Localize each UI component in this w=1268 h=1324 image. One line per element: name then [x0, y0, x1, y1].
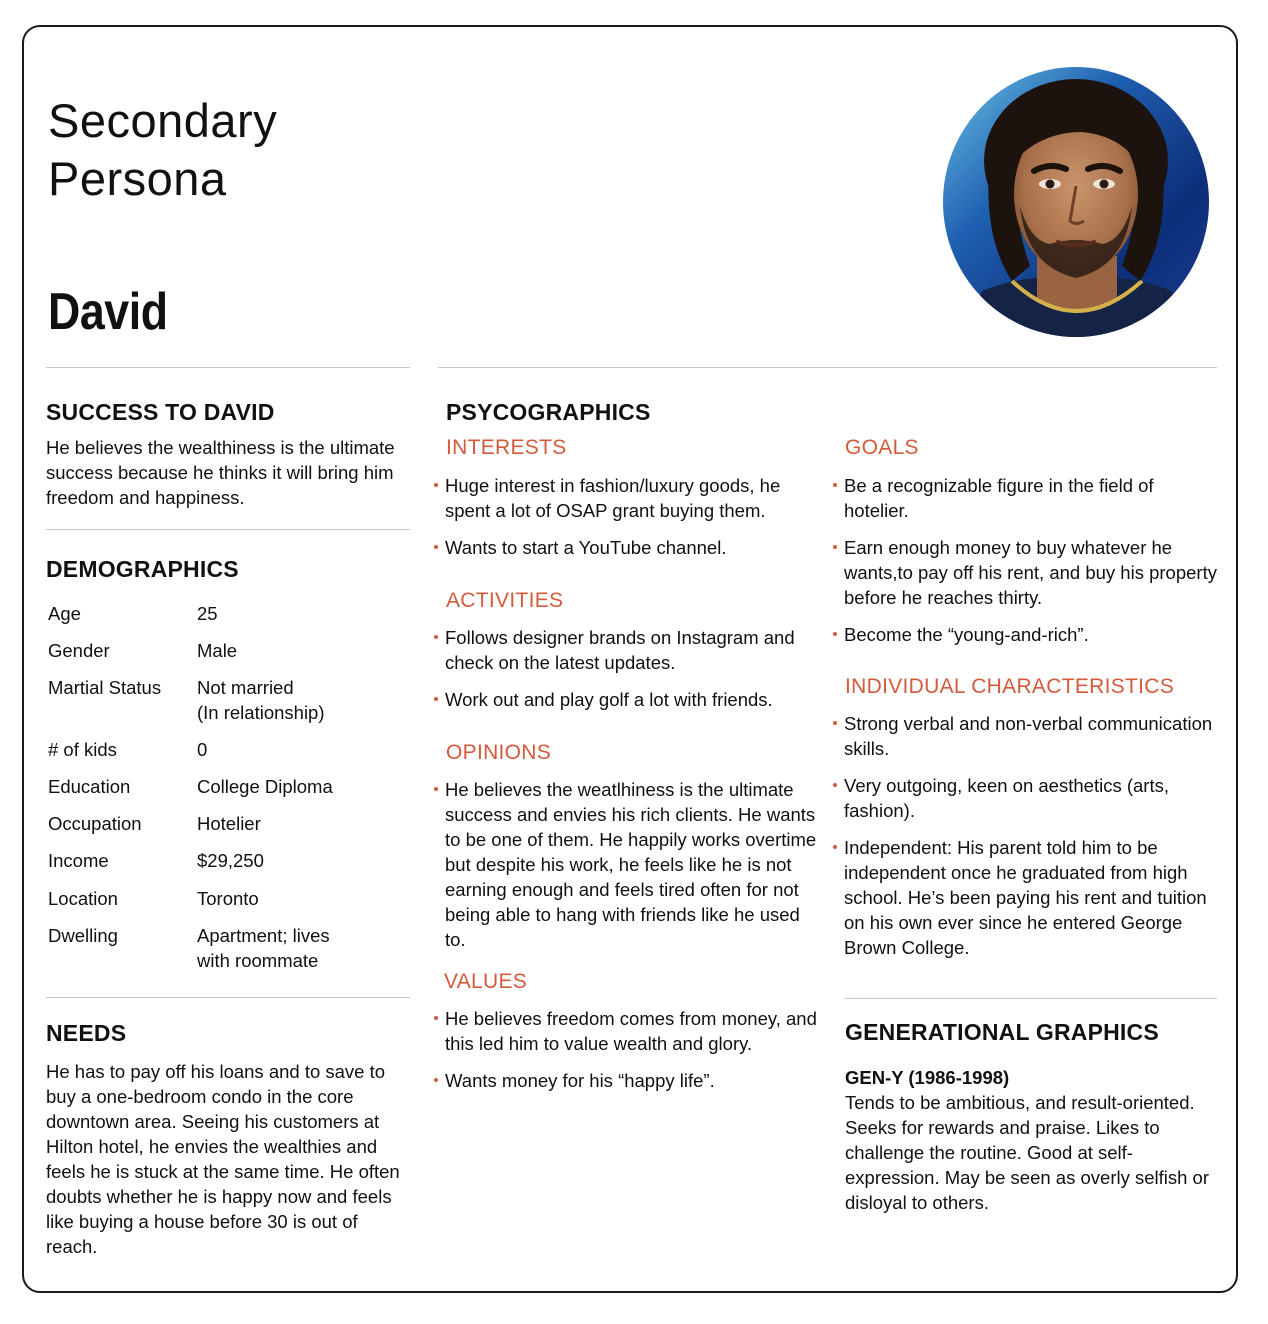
- success-section: [46, 398, 412, 510]
- generational-section: [845, 1018, 1220, 1215]
- interests-heading: INTERESTS: [446, 436, 567, 459]
- demo-row-age: [48, 601, 412, 626]
- opinions-heading: OPINIONS: [446, 741, 552, 764]
- demographics-section: [46, 555, 412, 973]
- list-item: Wants to start a YouTube channel.: [434, 535, 819, 560]
- demographics-table: [46, 601, 412, 973]
- demo-row-education: [48, 774, 412, 799]
- needs-section: [46, 1019, 412, 1259]
- demo-row-location: [48, 886, 412, 911]
- goals-section: [833, 435, 1218, 972]
- success-heading: SUCCESS TO DAVID: [46, 399, 275, 425]
- demo-label: Martial Status: [48, 677, 162, 698]
- divider: [46, 529, 410, 530]
- demo-value: Toronto: [197, 888, 259, 909]
- divider: [844, 998, 1217, 999]
- psycographics-section: [434, 398, 819, 1105]
- demo-label: Income: [48, 850, 109, 871]
- list-item: Earn enough money to buy whatever he wants,to pay off his rent, and buy his property before he reaches thirty.: [833, 535, 1218, 610]
- generation-label: GEN-Y (1986-1998): [845, 1067, 1010, 1088]
- demo-label: Location: [48, 888, 118, 909]
- list-item: Strong verbal and non-verbal communication skills.: [833, 711, 1218, 761]
- generational-heading: GENERATIONAL GRAPHICS: [845, 1019, 1159, 1045]
- list-item: Wants money for his “happy life”.: [434, 1068, 819, 1093]
- demo-value: 0: [197, 739, 208, 760]
- divider: [46, 997, 410, 998]
- persona-avatar: [942, 66, 1210, 338]
- characteristics-heading: INDIVIDUAL CHARACTERISTICS: [845, 675, 1175, 698]
- title-line-1: Secondary: [48, 94, 278, 147]
- needs-text: He has to pay off his loans and to save to buy a one-bedroom condo in the core downtown area. Seeing his customers at Hilton hotel, he envies the wealthies and feels he is stuck at the same time. He often doubts whether he is happy now and feels like buying a house before 30 is out of reach.: [46, 1061, 400, 1257]
- list-item: Very outgoing, keen on aesthetics (arts, fashion).: [833, 773, 1218, 823]
- values-list: [434, 1006, 819, 1093]
- list-item: Become the “young-and-rich”.: [833, 622, 1218, 647]
- list-item: Work out and play golf a lot with friends.: [434, 687, 819, 712]
- demo-value: College Diploma: [197, 776, 333, 797]
- activities-heading: ACTIVITIES: [446, 589, 564, 612]
- demo-label: Dwelling: [48, 925, 118, 946]
- demo-row-income: [48, 848, 412, 873]
- demo-value: Male: [197, 640, 238, 661]
- divider: [438, 367, 1217, 368]
- demo-value: Hotelier: [197, 813, 261, 834]
- list-item: Be a recognizable figure in the field of hotelier.: [833, 473, 1218, 523]
- list-item: Huge interest in fashion/luxury goods, he spent a lot of OSAP grant buying them.: [434, 473, 819, 523]
- title-line-2: Persona: [48, 152, 227, 205]
- needs-heading: NEEDS: [46, 1020, 127, 1046]
- generational-text: Tends to be ambitious, and result-oriented. Seeks for rewards and praise. Likes to challenge the routine. Good at self-expression. May be seen as overly selfish or disloyal to others.: [845, 1092, 1210, 1213]
- demo-label: Education: [48, 776, 131, 797]
- list-item: Independent: His parent told him to be independent once he graduated from high school. He’s been paying his rent and tuition on his own ever since he entered George Brown College.: [833, 835, 1218, 960]
- demo-value: 25: [197, 603, 218, 624]
- list-item: He believes the weatlhiness is the ultimate success and envies his rich clients. He wants to be one of them. He happily works overtime but despite his work, he feels like he is not earning enough and feels tired often for not being able to hang with friends like he used to.: [434, 777, 819, 952]
- demo-label: Age: [48, 603, 81, 624]
- demo-value: Not married (In relationship): [197, 677, 325, 723]
- demo-row-gender: [48, 638, 412, 663]
- opinions-list: [434, 777, 819, 952]
- page-title: [48, 92, 277, 208]
- demo-row-occupation: [48, 811, 412, 836]
- goals-list: [833, 473, 1218, 647]
- list-item: He believes freedom comes from money, and this led him to value wealth and glory.: [434, 1006, 819, 1056]
- activities-list: [434, 625, 819, 712]
- demo-value: Apartment; lives with roommate: [197, 925, 330, 971]
- demo-row-marital-status: [48, 675, 412, 725]
- persona-name: David: [48, 283, 168, 341]
- psycographics-heading: PSYCOGRAPHICS: [446, 399, 651, 425]
- demographics-heading: DEMOGRAPHICS: [46, 556, 239, 582]
- values-heading: VALUES: [444, 970, 528, 993]
- demo-value: $29,250: [197, 850, 264, 871]
- demo-label: Gender: [48, 640, 110, 661]
- goals-heading: GOALS: [845, 436, 919, 459]
- list-item: Follows designer brands on Instagram and check on the latest updates.: [434, 625, 819, 675]
- demo-label: Occupation: [48, 813, 142, 834]
- demo-label: # of kids: [48, 739, 117, 760]
- characteristics-list: [833, 711, 1218, 960]
- interests-list: [434, 473, 819, 560]
- divider: [46, 367, 410, 368]
- demo-row-dwelling: [48, 923, 412, 973]
- success-text: He believes the wealthiness is the ultimate success because he thinks it will bring him freedom and happiness.: [46, 437, 395, 508]
- demo-row-kids: [48, 737, 412, 762]
